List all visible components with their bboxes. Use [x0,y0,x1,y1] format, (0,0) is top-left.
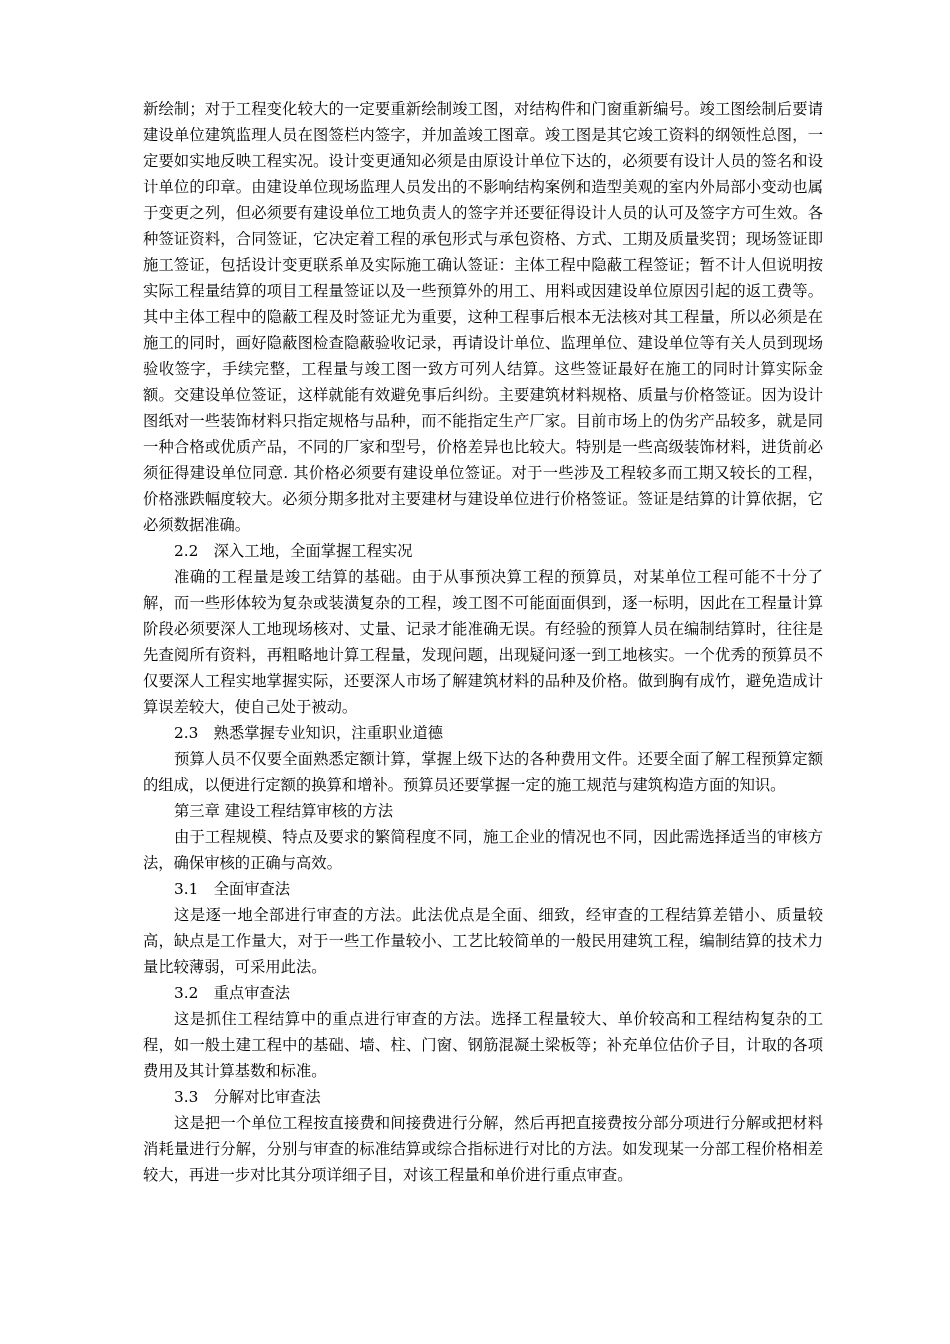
paragraph-continuation: 新绘制；对于工程变化较大的一定要重新绘制竣工图，对结构件和门窗重新编号。竣工图绘制后要请建设单位建筑监理人员在图签栏内签字，并加盖竣工图章。竣工图是其它竣工资料的纲领性总图，一定要如实地反映工程实况。设计变更通知必须是由原设计单位下达的，必须要有设计人员的签名和设计单位的印章。由建设单位现场监理人员发出的不影响结构案例和造型美观的室内外局部小变动也属于变更之列，但必须要有建设单位工地负责人的签字并还要征得设计人员的认可及签字方可生效。各种签证资料，合同签证，它决定着工程的承包形式与承包资格、方式、工期及质量奖罚；现场签证即施工签证，包括设计变更联系单及实际施工确认签证：主体工程中隐蔽工程签证；暂不计人但说明按实际工程量结算的项目工程量签证以及一些预算外的用工、用料或因建设单位原因引起的返工费等。其中主体工程中的隐蔽工程及时签证尤为重要，这种工程事后根本无法核对其工程量，所以必须是在施工的同时，画好隐蔽图检查隐蔽验收记录，再请设计单位、监理单位、建设单位等有关人员到现场验收签字，手续完整，工程量与竣工图一致方可列人结算。这些签证最好在施工的同时计算实际金额。交建设单位签证，这样就能有效避免事后纠纷。主要建筑材料规格、质量与价格签证。因为设计图纸对一些装饰材料只指定规格与品种，而不能指定生产厂家。目前市场上的伪劣产品较多，就是同一种合格或优质产品，不同的厂家和型号，价格差异也比较大。特别是一些高级装饰材料，进货前必须征得建设单位同意. 其价格必须要有建设单位签证。对于一些涉及工程较多而工期又较长的工程，价格涨跌幅度较大。必须分期多批对主要建材与建设单位进行价格签证。签证是结算的计算依据，它必须数据准确。 [143,100,823,534]
paragraph-3-3: 这是把一个单位工程按直接费和间接费进行分解，然后再把直接费按分部分项进行分解或把材料消耗量进行分解，分别与审查的标准结算或综合指标进行对比的方法。如发现某一分部工程价格相差较大，再进一步对比其分项详细子目，对该工程量和单价进行重点审查。 [143,1114,823,1184]
section-heading-3-3: 3.3 分解对比审查法 [174,1088,321,1106]
section-heading-3-1: 3.1 全面审查法 [174,880,291,898]
section-heading-2-3: 2.3 熟悉掌握专业知识，注重职业道德 [174,724,444,742]
section-heading-2-2: 2.2 深入工地，全面掌握工程实况 [174,542,413,560]
paragraph-2-3: 预算人员不仅要全面熟悉定额计算，掌握上级下达的各种费用文件。还要全面了解工程预算定额的组成，以便进行定额的换算和增补。预算员还要掌握一定的施工规范与建筑构造方面的知识。 [143,750,823,794]
paragraph-3-1: 这是逐一地全部进行审查的方法。此法优点是全面、细致，经审查的工程结算差错小、质量较高，缺点是工作量大，对于一些工作量较小、工艺比较简单的一般民用建筑工程，编制结算的技术力量比较薄弱，可采用此法。 [143,906,823,976]
paragraph-3-2: 这是抓住工程结算中的重点进行审查的方法。选择工程量较大、单价较高和工程结构复杂的工程，如一般土建工程中的基础、墙、柱、门窗、钢筋混凝土梁板等；补充单位估价子目，计取的各项费用及其计算基数和标准。 [143,1010,823,1080]
paragraph-2-2: 准确的工程量是竣工结算的基础。由于从事预决算工程的预算员，对某单位工程可能不十分了解，而一些形体较为复杂或装潢复杂的工程，竣工图不可能面面俱到，逐一标明，因此在工程量计算阶段必须要深人工地现场核对、丈量、记录才能准确无误。有经验的预算人员在编制结算时，往往是先查阅所有资料，再粗略地计算工程量，发现问题，出现疑问逐一到工地核实。一个优秀的预算员不仅要深人工程实地掌握实际，还要深人市场了解建筑材料的品种及价格。做到胸有成竹，避免造成计算误差较大，使自己处于被动。 [143,568,823,716]
paragraph-chapter-3-intro: 由于工程规模、特点及要求的繁简程度不同，施工企业的情况也不同，因此需选择适当的审核方法，确保审核的正确与高效。 [143,828,823,872]
document-page [143,96,823,1188]
section-heading-3-2: 3.2 重点审查法 [174,984,291,1002]
chapter-heading-3: 第三章 建设工程结算审核的方法 [174,802,394,820]
